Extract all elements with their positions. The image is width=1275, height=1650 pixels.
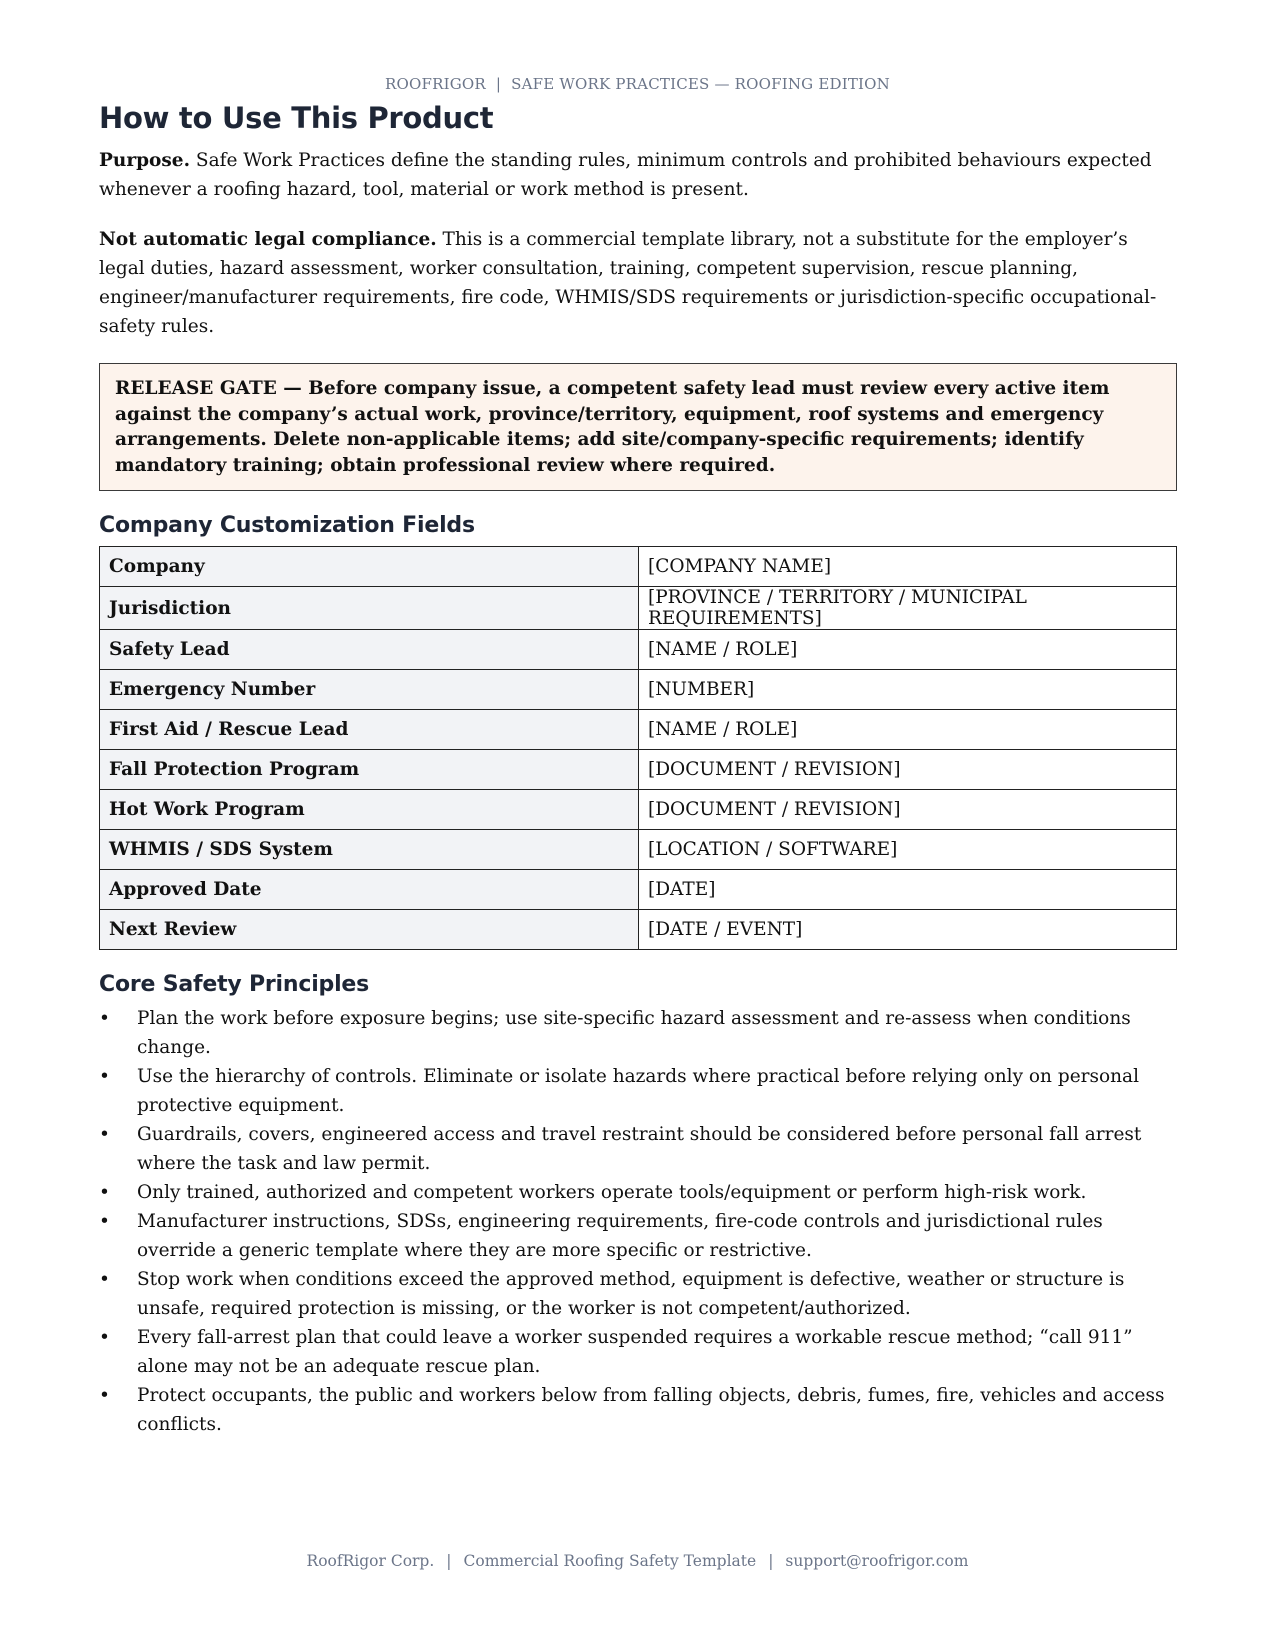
field-label: Fall Protection Program — [100, 750, 639, 790]
table-row — [100, 710, 1177, 750]
legal-paragraph — [99, 225, 1177, 341]
field-value: [DATE / EVENT] — [639, 910, 1177, 950]
legal-text: This is a commercial template library, not a substitute for the employer’s legal duties, hazard assessment, worker consultation, training, competent supervision, rescue planning, engineer/manufacturer requirements, fire code, WHMIS/SDS requirements or jurisdiction-specific occupational-safety rules. — [99, 229, 1157, 337]
list-item-text: Guardrails, covers, engineered access and travel restraint should be considered before personal fall arrest where the task and law permit. — [137, 1124, 1142, 1174]
customization-table — [99, 546, 1177, 950]
list-item — [99, 1323, 1177, 1381]
purpose-text: Safe Work Practices define the standing rules, minimum controls and prohibited behaviours expected whenever a roofing hazard, tool, material or work method is present. — [99, 150, 1152, 200]
table-row — [100, 630, 1177, 670]
list-item — [99, 1120, 1177, 1178]
running-header — [0, 75, 1275, 93]
field-value: [NUMBER] — [639, 670, 1177, 710]
field-value: [LOCATION / SOFTWARE] — [639, 830, 1177, 870]
field-value: [COMPANY NAME] — [639, 547, 1177, 587]
field-label: Company — [100, 547, 639, 587]
footer-product: Commercial Roofing Safety Template — [463, 1552, 757, 1570]
list-item — [99, 1265, 1177, 1323]
field-label: First Aid / Rescue Lead — [100, 710, 639, 750]
bullet-icon: • — [99, 1008, 110, 1029]
list-item — [99, 1004, 1177, 1062]
table-row — [100, 830, 1177, 870]
bullet-icon: • — [99, 1124, 110, 1145]
list-item — [99, 1178, 1177, 1207]
list-item — [99, 1207, 1177, 1265]
table-row — [100, 870, 1177, 910]
list-item — [99, 1381, 1177, 1439]
list-item-text: Stop work when conditions exceed the approved method, equipment is defective, weather or structure is unsafe, required protection is missing, or the worker is not competent/authorized. — [137, 1269, 1125, 1319]
principles-heading: Core Safety Principles — [99, 972, 370, 997]
footer-email-link[interactable]: support@roofrigor.com — [785, 1552, 969, 1570]
table-row — [100, 547, 1177, 587]
principles-list — [99, 1004, 1177, 1439]
page-content — [99, 98, 1177, 1439]
footer-separator-2: | — [768, 1552, 774, 1570]
table-row — [100, 670, 1177, 710]
page-title: How to Use This Product — [99, 101, 494, 135]
customization-heading: Company Customization Fields — [99, 513, 475, 538]
bullet-icon: • — [99, 1327, 110, 1348]
field-value: [DATE] — [639, 870, 1177, 910]
bullet-icon: • — [99, 1211, 110, 1232]
list-item-text: Every fall-arrest plan that could leave a worker suspended requires a workable rescue method; “call 911” alone may not be an adequate rescue plan. — [137, 1327, 1133, 1377]
running-footer — [0, 1552, 1275, 1570]
release-gate-callout: RELEASE GATE — Before company issue, a competent safety lead must review every active item against the company’s actual work, province/territory, equipment, roof systems and emergency arrangements. Delete non-applicable items; add site/company-specific requirements; identify mandatory training; obtain professional review where required. — [99, 363, 1177, 491]
header-brand: ROOFRIGOR — [385, 75, 486, 93]
footer-separator-1: | — [446, 1552, 452, 1570]
table-row — [100, 587, 1177, 630]
field-label: Hot Work Program — [100, 790, 639, 830]
list-item-text: Manufacturer instructions, SDSs, engineering requirements, fire-code controls and jurisdictional rules override a generic template where they are more specific or restrictive. — [137, 1211, 1103, 1261]
table-row — [100, 750, 1177, 790]
header-edition: SAFE WORK PRACTICES — ROOFING EDITION — [511, 75, 890, 93]
list-item-text: Only trained, authorized and competent workers operate tools/equipment or perform high-risk work. — [137, 1182, 1087, 1203]
purpose-paragraph — [99, 146, 1177, 204]
footer-company: RoofRigor Corp. — [306, 1552, 435, 1570]
table-row — [100, 790, 1177, 830]
list-item-text: Protect occupants, the public and workers below from falling objects, debris, fumes, fire, vehicles and access conflicts. — [137, 1385, 1165, 1435]
list-item-text: Use the hierarchy of controls. Eliminate or isolate hazards where practical before relying only on personal protective equipment. — [137, 1066, 1139, 1116]
field-label: Approved Date — [100, 870, 639, 910]
field-label: WHMIS / SDS System — [100, 830, 639, 870]
field-label: Next Review — [100, 910, 639, 950]
purpose-label: Purpose. — [99, 150, 191, 171]
bullet-icon: • — [99, 1066, 110, 1087]
field-value: [DOCUMENT / REVISION] — [639, 790, 1177, 830]
field-label: Emergency Number — [100, 670, 639, 710]
field-value: [PROVINCE / TERRITORY / MUNICIPAL REQUIREMENTS] — [639, 587, 1177, 630]
list-item-text: Plan the work before exposure begins; use site-specific hazard assessment and re-assess when conditions change. — [137, 1008, 1131, 1058]
field-value: [DOCUMENT / REVISION] — [639, 750, 1177, 790]
bullet-icon: • — [99, 1385, 110, 1406]
field-label: Jurisdiction — [100, 587, 639, 630]
table-row — [100, 910, 1177, 950]
header-separator: | — [495, 75, 502, 93]
bullet-icon: • — [99, 1182, 110, 1203]
field-value: [NAME / ROLE] — [639, 630, 1177, 670]
bullet-icon: • — [99, 1269, 110, 1290]
customization-table-body — [100, 547, 1177, 950]
field-label: Safety Lead — [100, 630, 639, 670]
legal-label: Not automatic legal compliance. — [99, 229, 437, 250]
list-item — [99, 1062, 1177, 1120]
field-value: [NAME / ROLE] — [639, 710, 1177, 750]
